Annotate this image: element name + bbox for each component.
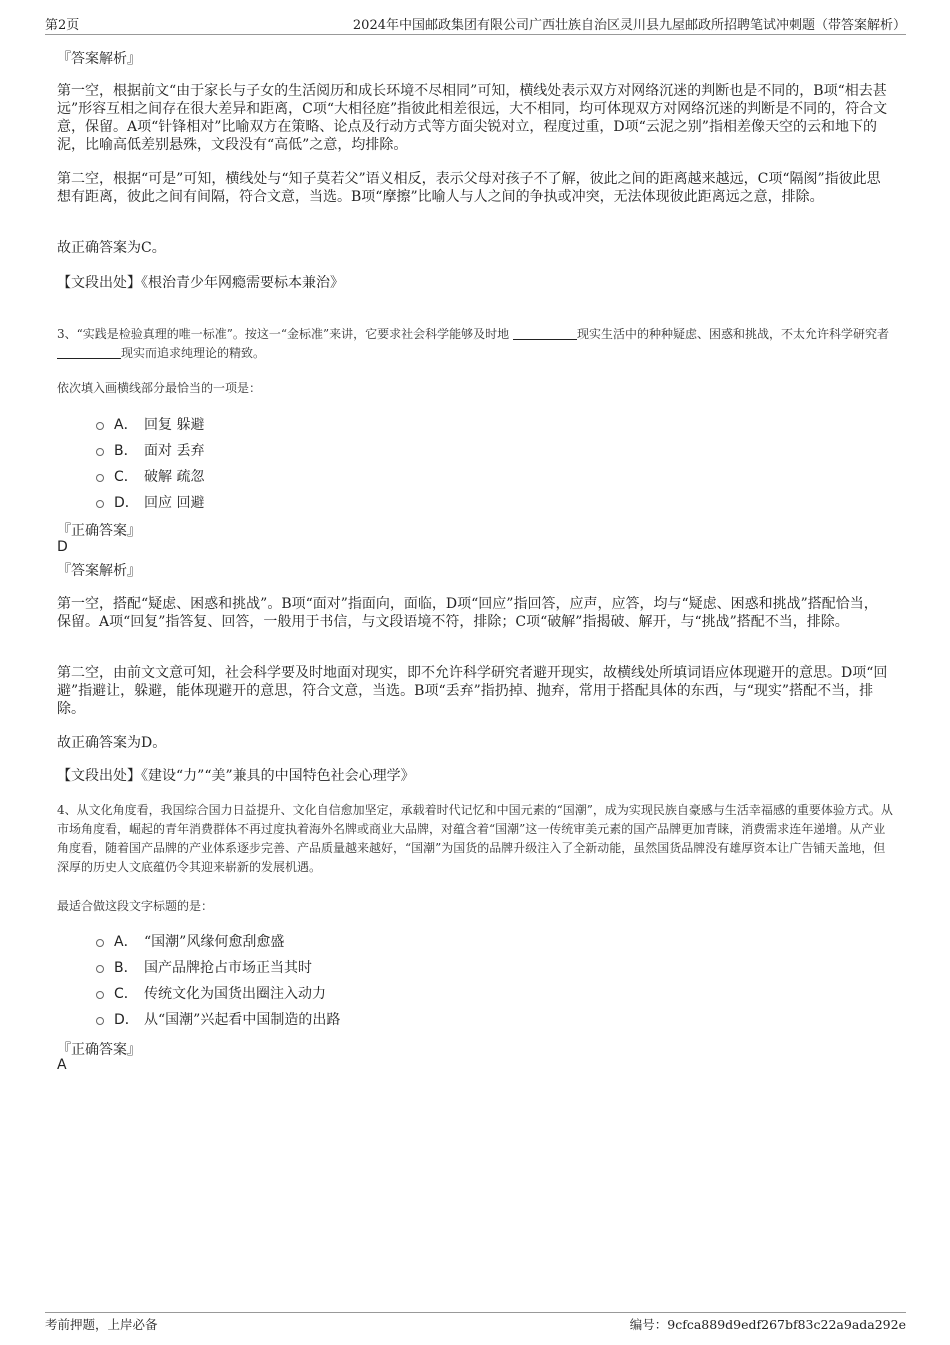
q3-analysis-p2: 第二空，由前文文意可知，社会科学要及时地面对现实，即不允许科学研究者避开现实，故横线处所填词语应体现避开的意思。D项“回避”指避让，躲避，能体现避开的意思，符合文意，当选。B项“丢弃”指扔掉、抛弃，常用于搭配具体的东西，与“现实”搭配不当，排除。	[57, 665, 888, 717]
q3-stem-part-c: 现实而追求纯理论的精致。	[121, 346, 266, 360]
radio-icon[interactable]	[96, 991, 104, 999]
option-text: 传统文化为国货出圈注入动力	[144, 986, 326, 1002]
q3-analysis-label: 『答案解析』	[57, 563, 141, 579]
radio-icon[interactable]	[96, 965, 104, 973]
q4-option-c[interactable]	[96, 980, 340, 1006]
option-text: 回复 躲避	[144, 417, 205, 433]
q3-option-b[interactable]	[96, 437, 204, 463]
q3-option-d[interactable]	[96, 489, 204, 515]
q4-correct-label: 『正确答案』	[57, 1042, 141, 1058]
q4-correct-answer: A	[57, 1057, 67, 1073]
q3-stem	[57, 325, 897, 363]
q2-source-label: 【文段出处】	[57, 275, 141, 291]
option-letter: B．	[114, 960, 138, 976]
q2-analysis-p1: 第一空，根据前文“由于家长与子女的生活阅历和成长环境不尽相同”可知，横线处表示双方对网络沉迷的判断也是不同的，B项“相去甚远”形容互相之间存在很大差异和距离，C项“大相径庭”指彼此相差很远，大不相同，均可体现双方对网络沉迷的判断是不同的，符合文意，保留。A项“针锋相对”比喻双方在策略、论点及行动方式等方面尖锐对立，程度过重，D项“云泥之别”指相差像天空的云和地下的泥，比喻高低差别悬殊，文段没有“高低”之意，均排除。	[57, 83, 888, 153]
q4-stem: 4、从文化角度看，我国综合国力日益提升、文化自信愈加坚定，承载着时代记忆和中国元素的“国潮”，成为实现民族自豪感与生活幸福感的重要体验方式。从市场角度看，崛起的青年消费群体不再过度执着海外名牌或商业大品牌，对蕴含着“国潮”这一传统审美元素的国产品牌更加青睐，消费需求连年递增。从产业角度看，随着国产品牌的产业体系逐步完善、产品质量越来越好，“国潮”为国货的品牌升级注入了全新动能，虽然国货品牌没有雄厚资本让广告铺天盖地，但深厚的历史人文底蕴仍令其迎来崭新的发展机遇。	[57, 803, 893, 874]
option-text: 从“国潮”兴起看中国制造的出路	[144, 1012, 341, 1028]
q4-option-a[interactable]	[96, 928, 340, 954]
option-text: “国潮”风缘何愈刮愈盛	[144, 934, 285, 950]
q4-option-d[interactable]	[96, 1006, 340, 1032]
q2-source-title: 《根治青少年网瘾需要标本兼治》	[141, 275, 344, 291]
option-text: 破解 疏忽	[144, 469, 205, 485]
radio-icon[interactable]	[96, 474, 104, 482]
option-letter: C．	[114, 986, 138, 1002]
document-title: 2024年中国邮政集团有限公司广西壮族自治区灵川县九屋邮政所招聘笔试冲刺题（带答案解析）	[352, 18, 906, 33]
q3-correct-answer: D	[57, 539, 68, 555]
q2-analysis-p2: 第二空，根据“可是”可知，横线处与“知子莫若父”语义相反，表示父母对孩子不了解，彼此之间的距离越来越远，C项“隔阂”指彼此思想有距离，彼此之间有间隔，符合文意，当选。B项“摩擦”比喻人与人之间的争执或冲突，无法体现彼此距离远之意，排除。	[57, 171, 881, 205]
footer-slogan: 考前押题，上岸必备	[45, 1317, 158, 1332]
radio-icon[interactable]	[96, 500, 104, 508]
q3-source	[57, 767, 889, 785]
option-text: 面对 丢弃	[144, 443, 205, 459]
q3-blank-2	[57, 346, 121, 359]
q3-option-c[interactable]	[96, 463, 204, 489]
q4-prompt: 最适合做这段文字标题的是：	[57, 899, 214, 913]
q3-correct-label: 『正确答案』	[57, 523, 141, 539]
page-footer	[45, 1312, 906, 1332]
q3-stem-part-b: 现实生活中的种种疑虑、困惑和挑战，不太允许科学研究者	[577, 327, 890, 341]
radio-icon[interactable]	[96, 939, 104, 947]
q3-source-label: 【文段出处】	[57, 768, 141, 784]
radio-icon[interactable]	[96, 448, 104, 456]
page-header	[45, 12, 906, 35]
q4-option-b[interactable]	[96, 954, 340, 980]
q2-analysis-label: 『答案解析』	[57, 51, 141, 67]
q3-stem-part-a: 3、“实践是检验真理的唯一标准”。按这一“金标准”来讲，它要求社会科学能够及时地	[57, 327, 510, 341]
q3-analysis-p1: 第一空，搭配“疑虑、困惑和挑战”。B项“面对”指面向，面临，D项“回应”指回答，应声，应答，均与“疑虑、困惑和挑战”搭配恰当，保留。A项“回复”指答复、回答，一般用于书信，与文段语境不符，排除；C项“破解”指揭破、解开，与“挑战”搭配不当，排除。	[57, 596, 878, 630]
q3-option-a[interactable]	[96, 411, 204, 437]
option-text: 回应 回避	[144, 495, 205, 511]
radio-icon[interactable]	[96, 422, 104, 430]
option-letter: C．	[114, 469, 138, 485]
option-letter: A．	[114, 417, 138, 433]
q3-conclusion: 故正确答案为D。	[57, 735, 167, 751]
q3-prompt: 依次填入画横线部分最恰当的一项是：	[57, 381, 262, 395]
q4-options	[96, 928, 340, 1032]
footer-doc-id: 编号：9cfca889d9edf267bf83c22a9ada292e	[629, 1317, 906, 1332]
option-letter: D．	[114, 1012, 139, 1028]
page-number: 第2页	[45, 18, 80, 33]
q3-blank-1	[513, 327, 577, 340]
option-letter: A．	[114, 934, 138, 950]
q2-source	[57, 274, 889, 292]
radio-icon[interactable]	[96, 1017, 104, 1025]
q2-conclusion: 故正确答案为C。	[57, 240, 166, 256]
option-letter: B．	[114, 443, 138, 459]
q3-options	[96, 411, 204, 515]
option-text: 国产品牌抢占市场正当其时	[144, 960, 312, 976]
option-letter: D．	[114, 495, 139, 511]
q3-source-title: 《建设“力”“美”兼具的中国特色社会心理学》	[141, 768, 415, 784]
